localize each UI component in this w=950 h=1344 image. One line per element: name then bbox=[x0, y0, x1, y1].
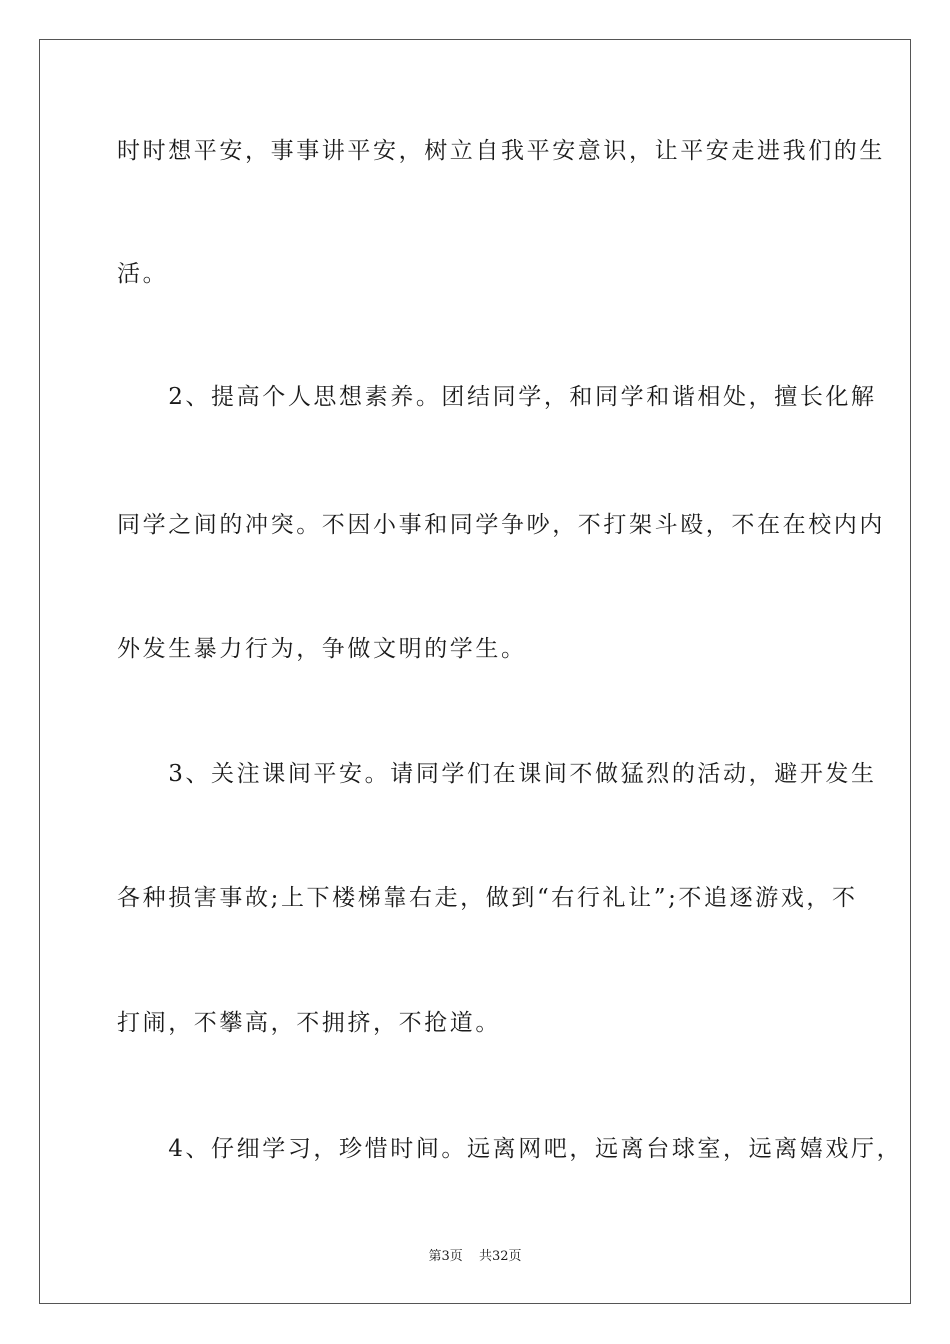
text-line: 3、关注课间平安。请同学们在课间不做猛烈的活动，避开发生 bbox=[117, 761, 877, 787]
page-border bbox=[39, 39, 911, 1304]
text-line: 活。 bbox=[117, 261, 169, 287]
text-line: 时时想平安，事事讲平安，树立自我平安意识，让平安走进我们的生 bbox=[117, 138, 885, 164]
page-footer bbox=[0, 1248, 950, 1266]
page-total: 共32页 bbox=[478, 1249, 522, 1264]
page-number: 第3页 bbox=[428, 1249, 463, 1264]
text-line: 2、提高个人思想素养。团结同学，和同学和谐相处，擅长化解 bbox=[117, 384, 877, 410]
text-line: 打闹，不攀高，不拥挤，不抢道。 bbox=[117, 1010, 501, 1036]
text-line: 外发生暴力行为，争做文明的学生。 bbox=[117, 636, 527, 662]
text-line: 同学之间的冲突。不因小事和同学争吵，不打架斗殴，不在在校内内 bbox=[117, 512, 885, 538]
text-line: 各种损害事故;上下楼梯靠右走，做到“右行礼让”;不追逐游戏，不 bbox=[117, 885, 858, 911]
text-line: 4、仔细学习，珍惜时间。远离网吧，远离台球室，远离嬉戏厅， bbox=[117, 1136, 903, 1162]
